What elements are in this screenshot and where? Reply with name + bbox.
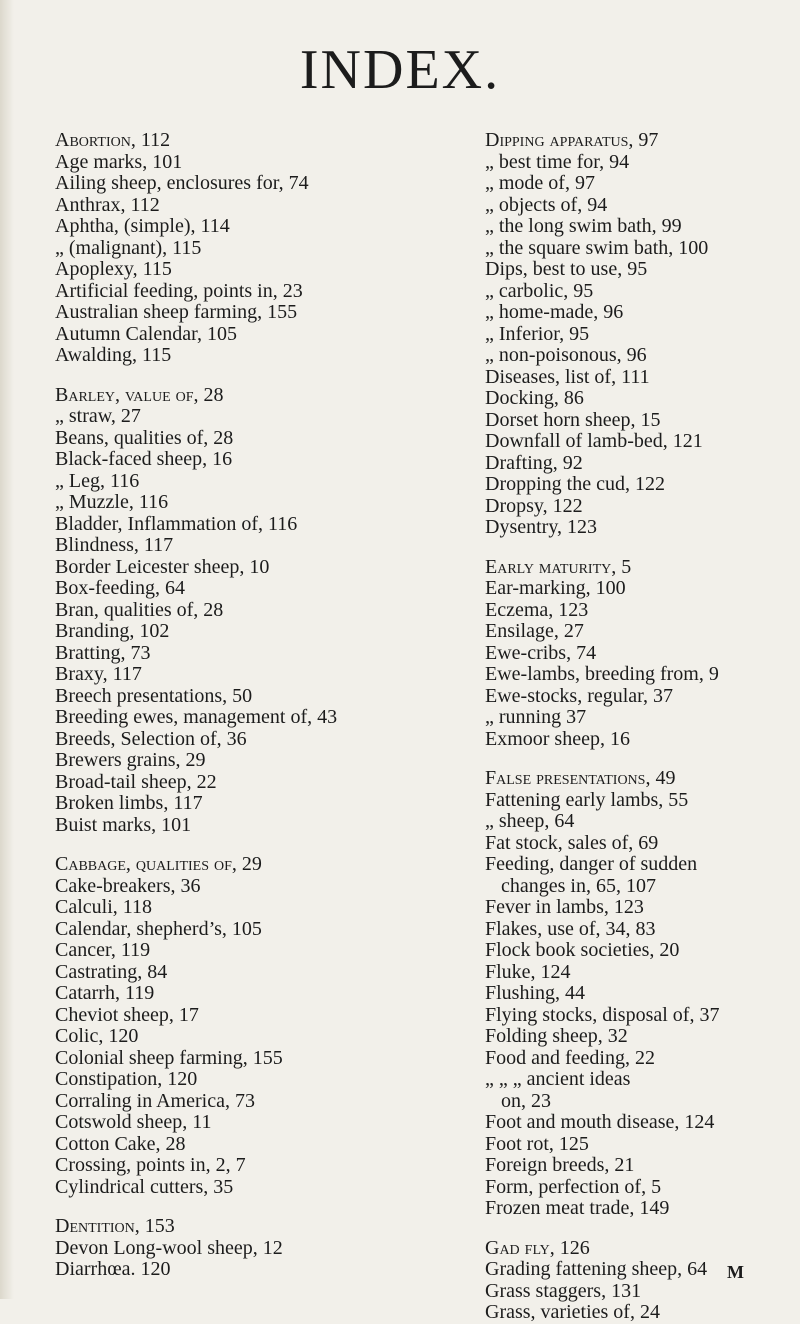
index-entry: Colic, 120 [55, 1025, 139, 1047]
index-entry: Dips, best to use, 95 [485, 258, 648, 280]
index-entry: Foot and mouth disease, 124 [485, 1111, 715, 1133]
index-entry: Aphtha, (simple), 114 [55, 215, 230, 237]
index-entry: „ Muzzle, 116 [55, 491, 169, 513]
index-entry: Australian sheep farming, 155 [55, 301, 298, 323]
index-entry: Downfall of lamb-bed, 121 [485, 430, 703, 452]
index-entry: changes in, 65, 107 [501, 874, 656, 897]
index-entry: Diarrhœa. 120 [55, 1258, 171, 1280]
index-entry: Feeding, danger of sudden [485, 853, 698, 875]
index-entry: „ the long swim bath, 99 [485, 215, 682, 237]
letter-group-gap [55, 1198, 455, 1216]
index-entry: Corraling in America, 73 [55, 1089, 255, 1112]
index-entry: „ „ „ ancient ideas [485, 1068, 631, 1090]
index-entry: „ Inferior, 95 [485, 322, 590, 345]
index-entry: Breeds, Selection of, 36 [55, 727, 247, 750]
index-entry: „ straw, 27 [55, 405, 141, 427]
index-entry: Castrating, 84 [55, 960, 168, 983]
letter-group-gap [55, 836, 455, 854]
index-entry: Braxy, 117 [55, 663, 142, 685]
index-entry: Dropping the cud, 122 [485, 473, 665, 495]
letter-group-gap [485, 539, 785, 557]
index-entry: Artificial feeding, points in, 23 [55, 279, 303, 302]
index-entry: „ the square swim bath, 100 [485, 236, 709, 259]
index-entry: Breech presentations, 50 [55, 684, 253, 707]
index-entry: Flakes, use of, 34, 83 [485, 917, 656, 940]
index-entry: „ mode of, 97 [485, 172, 595, 194]
index-entry: Cake-breakers, 36 [55, 874, 201, 897]
index-entry: Flushing, 44 [485, 982, 586, 1004]
index-entry: Border Leicester sheep, 10 [55, 555, 270, 578]
index-entry: Foot rot, 125 [485, 1132, 589, 1155]
index-entry: Branding, 102 [55, 620, 170, 642]
index-entry: Calendar, shepherd’s, 105 [55, 917, 262, 940]
index-entry: Ensilage, 27 [485, 620, 584, 642]
index-entry: Dipping apparatus, 97 [485, 129, 659, 151]
index-entry: Crossing, points in, 2, 7 [55, 1154, 246, 1176]
index-entry: „ (malignant), 115 [55, 236, 202, 259]
index-entry: Apoplexy, 115 [55, 258, 172, 280]
index-entry: Buist marks, 101 [55, 813, 192, 836]
index-entry: Anthrax, 112 [55, 193, 160, 216]
index-entry: Barley, value of, 28 [55, 383, 224, 406]
index-entry: Dorset horn sheep, 15 [485, 408, 661, 431]
index-entry: Grass staggers, 131 [485, 1279, 642, 1302]
index-entry: Catarrh, 119 [55, 982, 155, 1004]
index-entry: Constipation, 120 [55, 1068, 198, 1090]
index-entry: Docking, 86 [485, 387, 584, 409]
index-entry: Ear-marking, 100 [485, 577, 626, 599]
index-entry: Diseases, list of, 111 [485, 365, 650, 388]
index-entry: Ailing sheep, enclosures for, 74 [55, 172, 309, 194]
index-entry: „ non-poisonous, 96 [485, 344, 647, 366]
index-entry: Frozen meat trade, 149 [485, 1197, 670, 1219]
index-entry: Eczema, 123 [485, 598, 589, 621]
index-entry: Grading fattening sheep, 64 [485, 1258, 708, 1280]
index-entry: „ objects of, 94 [485, 193, 608, 216]
index-entry: Early maturity, 5 [485, 555, 632, 578]
index-entry: on, 23 [501, 1089, 551, 1112]
index-entry: Breeding ewes, management of, 43 [55, 706, 338, 728]
index-entry: Age marks, 101 [55, 150, 183, 173]
index-entry: Broken limbs, 117 [55, 792, 203, 814]
index-entry: Gad fly, 126 [485, 1236, 590, 1259]
index-entry: Fever in lambs, 123 [485, 896, 644, 918]
index-entry: Folding sheep, 32 [485, 1025, 628, 1047]
letter-group-gap [55, 367, 455, 385]
index-entry: Devon Long-wool sheep, 12 [55, 1236, 283, 1259]
index-entry: Foreign breeds, 21 [485, 1154, 635, 1176]
index-entry: Form, perfection of, 5 [485, 1175, 662, 1198]
index-entry: Cheviot sheep, 17 [55, 1003, 199, 1026]
index-entry: Dentition, 153 [55, 1215, 175, 1237]
index-entry: Bran, qualities of, 28 [55, 598, 224, 621]
index-entry: „ carbolic, 95 [485, 279, 594, 302]
index-entry: Exmoor sheep, 16 [485, 727, 630, 750]
index-entry: Flock book societies, 20 [485, 939, 680, 961]
index-entry: Abortion, 112 [55, 129, 171, 151]
index-entry: Brewers grains, 29 [55, 749, 206, 771]
index-entry: False presentations, 49 [485, 767, 676, 789]
index-entry: Ewe-stocks, regular, 37 [485, 684, 674, 707]
index-entry: „ best time for, 94 [485, 150, 630, 173]
index-entry: Ewe-cribs, 74 [485, 641, 597, 664]
index-entry: Blindness, 117 [55, 534, 174, 556]
index-entry: Autumn Calendar, 105 [55, 322, 237, 345]
index-entry: Calculi, 118 [55, 896, 153, 918]
index-entry: „ Leg, 116 [55, 469, 140, 492]
index-entry: Flying stocks, disposal of, 37 [485, 1003, 720, 1026]
index-entry: Drafting, 92 [485, 451, 583, 474]
index-entry: Bladder, Inflammation of, 116 [55, 512, 298, 535]
index-entry: Cabbage, qualities of, 29 [55, 853, 262, 875]
index-entry: Food and feeding, 22 [485, 1046, 655, 1069]
index-entry: „ home-made, 96 [485, 301, 624, 323]
left-column [55, 130, 455, 1281]
index-entry: Dropsy, 122 [485, 494, 583, 517]
index-entry: Cylindrical cutters, 35 [55, 1175, 234, 1198]
index-entry: Ewe-lambs, breeding from, 9 [485, 663, 719, 685]
index-entry: Black-faced sheep, 16 [55, 448, 233, 470]
index-entry: Beans, qualities of, 28 [55, 426, 234, 449]
index-entry: Fat stock, sales of, 69 [485, 831, 659, 854]
index-entry: Cotswold sheep, 11 [55, 1111, 212, 1133]
page-binding-edge [0, 0, 14, 1299]
right-column [485, 130, 785, 1324]
index-entry: Broad-tail sheep, 22 [55, 770, 217, 793]
index-entry: Cancer, 119 [55, 939, 151, 961]
index-entry: Awalding, 115 [55, 344, 172, 366]
index-entry: „ sheep, 64 [485, 810, 575, 832]
signature-mark: M [727, 1262, 744, 1282]
letter-group-gap [485, 750, 785, 768]
index-entry: Cotton Cake, 28 [55, 1132, 186, 1155]
index-entry: Dysentry, 123 [485, 516, 598, 538]
index-entry: Bratting, 73 [55, 641, 151, 664]
index-entry: „ running 37 [485, 706, 587, 728]
index-entry: Fattening early lambs, 55 [485, 788, 689, 811]
index-entry: Colonial sheep farming, 155 [55, 1046, 283, 1069]
index-entry: Fluke, 124 [485, 960, 571, 983]
index-entry: Grass, varieties of, 24 [485, 1301, 660, 1323]
letter-group-gap [485, 1220, 785, 1238]
page-title: INDEX. [299, 39, 501, 101]
index-entry: Box-feeding, 64 [55, 577, 185, 599]
